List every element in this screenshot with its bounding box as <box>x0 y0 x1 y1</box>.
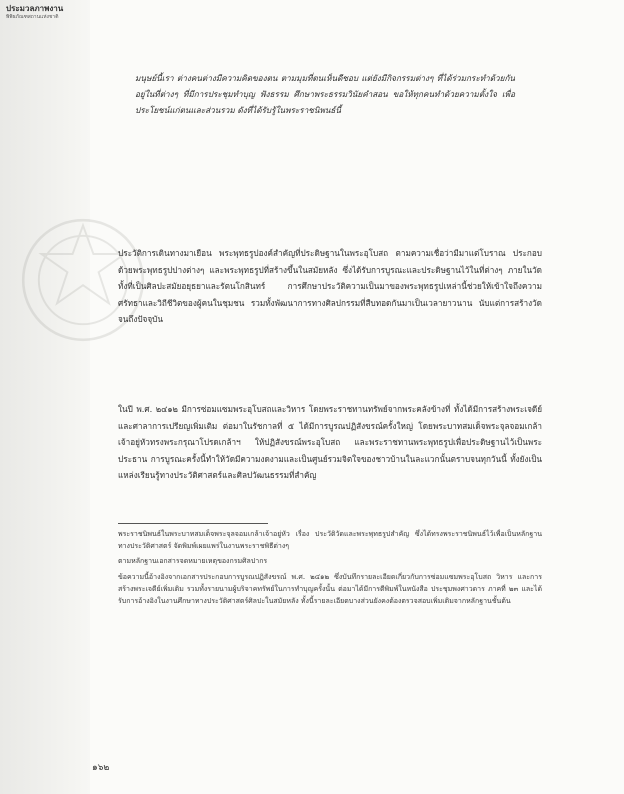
body-paragraph: ในปี พ.ศ. ๒๔๑๒ มีการซ่อมแซมพระอุโบสถและวิหาร โดยพระราชทานทรัพย์จากพระคลังข้างที่ ทั้งได้มีการสร้างพระเจดีย์และศาลาการเปรียญเพิ่มเติม ต่อมาในรัชกาลที่ ๕ ได้มีการบูรณปฏิสังขรณ์ครั้งใหญ่ โดยพระบาทสมเด็จพระจุลจอมเกล้าเจ้าอยู่หัวทรงพระกรุณาโปรดเกล้าฯ ให้ปฏิสังขรณ์พระอุโบสถ และพระราชทานพระพุทธรูปเพื่อประดิษฐานไว้เป็นพระประธาน การบูรณะครั้งนี้ทำให้วัดมีความงดงามและเป็นศูนย์รวมจิตใจของชาวบ้านในละแวกนั้นตราบจนทุกวันนี้ ทั้งยังเป็นแหล่งเรียนรู้ทางประวัติศาสตร์และศิลปวัฒนธรรมที่สำคัญ <box>118 404 542 481</box>
header-title: ประมวลภาพงาน <box>6 4 64 13</box>
footnote-divider <box>118 523 268 524</box>
body-paragraph: ประวัติการเดินทางมาเยือน พระพุทธรูปองค์สำคัญที่ประดิษฐานในพระอุโบสถ ตามความเชื่อว่ามีมาแต่โบราณ ประกอบด้วยพระพุทธรูปปางต่างๆ และพระพุทธรูปที่สร้างขึ้นในสมัยหลัง ซึ่งได้รับการบูรณะและประดิษฐานไว้ในที่ต่างๆ ภายในวัด ทั้งที่เป็นศิลปะสมัยอยุธยาและรัตนโกสินทร์ การศึกษาประวัติความเป็นมาของพระพุทธรูปเหล่านี้ช่วยให้เข้าใจถึงความศรัทธาและวิถีชีวิตของผู้คนในชุมชน รวมทั้งพัฒนาการทางศิลปกรรมที่สืบทอดกันมาเป็นเวลายาวนาน นับแต่การสร้างวัดจนถึงปัจจุบัน <box>118 248 542 325</box>
footnote: พระราชนิพนธ์ในพระบาทสมเด็จพระจุลจอมเกล้าเจ้าอยู่หัว เรื่อง ประวัติวัดและพระพุทธรูปสำคัญ ซึ่งได้ทรงพระราชนิพนธ์ไว้เพื่อเป็นหลักฐานทางประวัติศาสตร์ จัดพิมพ์เผยแพร่ในงานพระราชพิธีต่างๆ <box>118 530 542 551</box>
header-subtitle: พิพิธภัณฑสถานแห่งชาติ <box>6 14 59 20</box>
footnote: ตามหลักฐานเอกสารจดหมายเหตุของกรมศิลปากร <box>118 557 268 566</box>
side-band <box>0 0 90 794</box>
block-quote: มนุษย์นี้เรา ต่างคนต่างมีความคิดของตน ตามมุมที่ตนเห็นดีชอบ แต่ยังมีกิจกรรมต่างๆ ที่ได้ร่วมกระทำด้วยกันอยู่ในที่ต่างๆ ที่มีการประชุมทำบุญ ฟังธรรม ศึกษาพระธรรมวินัยคำสอน ขอให้ทุกคนทำด้วยความตั้งใจ เพื่อประโยชน์แก่ตนและส่วนรวม ดังที่ได้รับรู้ในพระราชนิพนธ์นี้ <box>135 73 515 116</box>
page-number: ๑๖๒ <box>92 763 110 773</box>
running-header <box>6 4 63 21</box>
footnote: ข้อความนี้อ้างอิงจากเอกสารประกอบการบูรณปฏิสังขรณ์ พ.ศ. ๒๔๑๒ ซึ่งบันทึกรายละเอียดเกี่ยวกับการซ่อมแซมพระอุโบสถ วิหาร และการสร้างพระเจดีย์เพิ่มเติม รวมทั้งรายนามผู้บริจาคทรัพย์ในการทำบุญครั้งนั้น ต่อมาได้มีการตีพิมพ์ในหนังสือ ประชุมพงศาวดาร ภาคที่ ๒๓ และได้รับการอ้างอิงในงานศึกษาทางประวัติศาสตร์ศิลปะในสมัยหลัง ทั้งนี้รายละเอียดบางส่วนยังคงต้องตรวจสอบเพิ่มเติมจากหลักฐานชั้นต้น <box>118 572 542 606</box>
footnotes <box>118 528 542 610</box>
